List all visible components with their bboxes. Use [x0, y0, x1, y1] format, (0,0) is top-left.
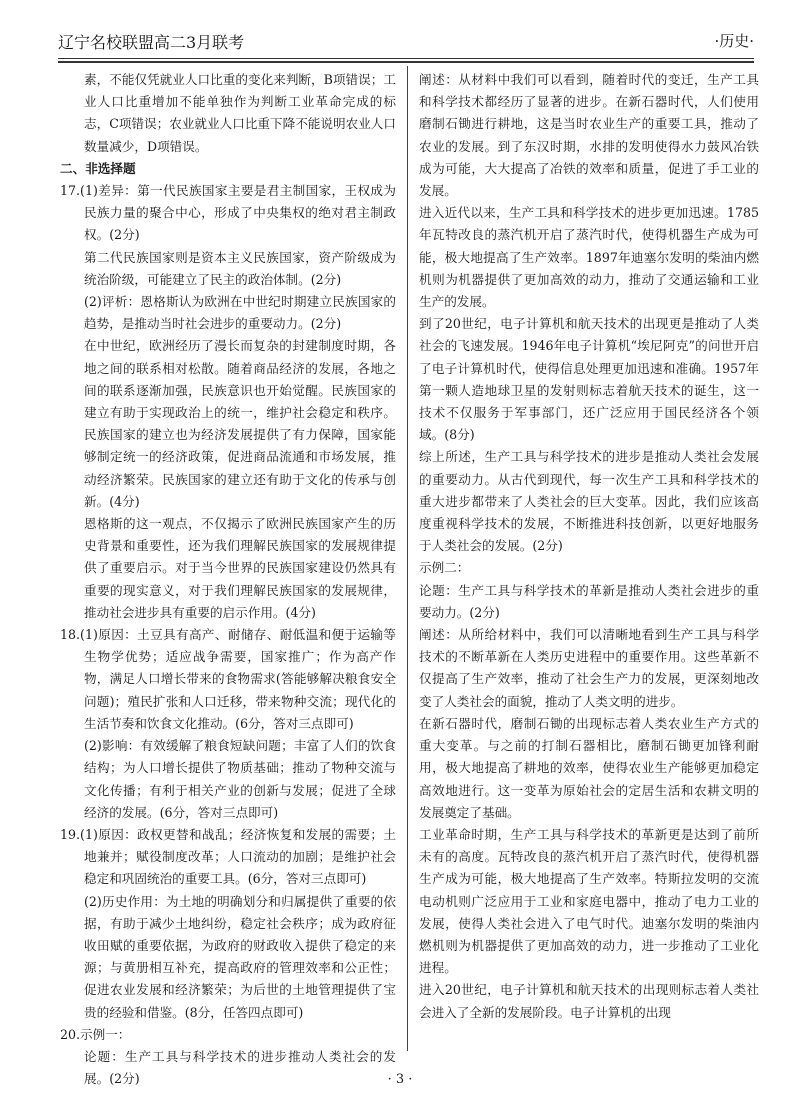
- left-column: [60, 69, 396, 1090]
- answer-paragraph: 在中世纪，欧洲经历了漫长而复杂的封建制度时期，各地之间的联系相对松散。随着商品经济的发展，各地之间的联系逐渐加强，民族意识也开始觉醒。民族国家的建立有助于实现政治上的统一，维护社会稳定和秩序。民族国家的建立也为经济发展提供了有力保障，国家能够制定统一的经济政策，促进商品流通和市场发展，推动经济繁荣。民族国家的建立还有助于文化的传承与创新。(4分): [84, 338, 396, 509]
- answer-paragraph: (2)历史作用：为土地的明确划分和归属提供了重要的依据，有助于减少土地纠纷，稳定社会秩序；成为政府征收田赋的重要依据，为政府的财政收入提供了稳定的来源；与黄册相互补充，提高政府的管理效率和公正性；促进农业发展和经济繁荣；为后世的土地管理提供了宝贵的经验和借鉴。(8分，任答四点即可): [84, 893, 396, 1020]
- answer-paragraph: 恩格斯的这一观点，不仅揭示了欧洲民族国家产生的历史背景和重要性，还为我们理解民族国家的发展规律提供了重要启示。对于当今世界的民族国家建设仍然具有重要的现实意义，对于我们理解民族国家的发展规律，推动社会进步具有重要的启示作用。(4分): [84, 516, 396, 620]
- right-column: [419, 69, 759, 1024]
- answer-paragraph: (2)评析：恩格斯认为欧洲在中世纪时期建立民族国家的趋势，是推动当时社会进步的重要动力。(2分): [84, 294, 396, 332]
- answer-paragraph: 20.示例一：: [60, 1026, 131, 1042]
- answer-paragraph: 阐述：从所给材料中，我们可以清晰地看到生产工具与科学技术的不断革新在人类历史进程中的重要作用。这些革新不仅提高了生产效率，推动了社会生产力的发展，更深刻地改变了人类社会的面貌，推动了人类文明的进步。: [419, 627, 759, 709]
- answer-paragraph: 17.(1)差异：第一代民族国家主要是君主制国家，王权成为民族力量的聚合中心，形成了中央集权的绝对君主制政权。(2分): [60, 183, 396, 243]
- subject-label: ·历史·: [714, 32, 754, 50]
- answer-paragraph: 到了20世纪，电子计算机和航天技术的出现更是推动了人类社会的飞速发展。1946年电子计算机“埃尼阿克”的问世开启了电子计算机时代，使得信息处理更加迅速和准确。1957年第一颗人造地球卫星的发射则标志着航天技术的诞生，这一技术不仅服务于军事部门，还广泛应用于国民经济各个领域。(8分): [419, 316, 759, 443]
- answer-paragraph: 示例二：: [419, 560, 470, 576]
- answer-paragraph: 综上所述，生产工具与科学技术的进步是推动人类社会发展的重要动力。从古代到现代，每一次生产工具和科学技术的重大进步都带来了人类社会的巨大变革。因此，我们应该高度重视科学技术的发展，不断推进科技创新，以更好地服务于人类社会的发展。(2分): [419, 449, 759, 554]
- answer-paragraph: 进入20世纪，电子计算机和航天技术的出现则标志着人类社会进入了全新的发展阶段。电子计算机的出现: [419, 982, 759, 1020]
- column-divider: [407, 66, 408, 1051]
- answer-paragraph: 19.(1)原因：政权更替和战乱；经济恢复和发展的需要；土地兼并；赋役制度改革；人口流动的加剧；是维护社会稳定和巩固统治的重要工具。(6分，答对三点即可): [60, 826, 396, 887]
- answer-paragraph: 18.(1)原因：土豆具有高产、耐储存、耐低温和便于运输等生物学优势；适应战争需要，国家推广；作为高产作物，满足人口增长带来的食物需求(答能够解决粮食安全问题)；殖民扩张和人口迁移，带来物种交流；现代化的生活节奏和饮食文化推动。(6分，答对三点即可): [60, 627, 396, 731]
- answer-paragraph: 在新石器时代，磨制石锄的出现标志着人类农业生产方式的重大变革。与之前的打制石器相比，磨制石锄更加锋利耐用，极大地提高了耕地的效率，使得农业生产能够更加稳定高效地进行。这一变革为原始社会的定居生活和农耕文明的发展奠定了基础。: [419, 715, 759, 820]
- answer-paragraph: 论题：生产工具与科学技术的革新是推动人类社会进步的重要动力。(2分): [419, 582, 759, 620]
- exam-title: 辽宁名校联盟高二3月联考: [58, 33, 245, 52]
- section-heading: 二、非选择题: [60, 160, 136, 176]
- answer-paragraph: (2)影响：有效缓解了粮食短缺问题；丰富了人们的饮食结构；为人口增长提供了物质基础；推动了物种交流与文化传播；有利于相关产业的创新与发展；促进了全球经济的发展。(6分，答对三点即可): [84, 738, 396, 820]
- answer-paragraph: 第二代民族国家则是资本主义民族国家，资产阶级成为统治阶级，可能建立了民主的政治体制。(2分): [84, 249, 396, 287]
- answer-paragraph: 工业革命时期，生产工具与科学技术的革新更是达到了前所未有的高度。瓦特改良的蒸汽机开启了蒸汽时代，使得机器生产成为可能，极大地提高了生产效率。特斯拉发明的交流电动机则广泛应用于工业和家庭电器中，推动了电力工业的发展，使得人类社会进入了电气时代。迪塞尔发明的柴油内燃机则为机器提供了更加高效的动力，进一步推动了工业化进程。: [419, 826, 759, 976]
- header-rule-thin: [58, 58, 754, 59]
- page-number: · 3 ·: [387, 1072, 413, 1087]
- answer-paragraph: 素，不能仅凭就业人口比重的变化来判断，B项错误；工业人口比重增加不能单独作为判断工业革命完成的标志，C项错误；农业就业人口比重下降不能说明农业人口数量减少，D项错误。: [84, 72, 396, 154]
- header-rule-thick: [58, 61, 754, 63]
- answer-paragraph: 进入近代以来，生产工具和科学技术的进步更加迅速。1785年瓦特改良的蒸汽机开启了蒸汽时代，使得机器生产成为可能，极大地提高了生产效率。1897年迪塞尔发明的柴油内燃机则为机器提供了更加高效的动力，推动了交通运输和工业生产的发展。: [419, 205, 759, 310]
- answer-paragraph: 阐述：从材料中我们可以看到，随着时代的变迁，生产工具和科学技术都经历了显著的进步。在新石器时代，人们使用磨制石锄进行耕地，这是当时农业生产的重要工具，推动了农业的发展。到了东汉时期，水排的发明使得水力鼓风冶铁成为可能，大大提高了冶铁的效率和质量，促进了手工业的发展。: [419, 72, 759, 199]
- page-header: [58, 28, 754, 56]
- answer-paragraph: 论题：生产工具与科学技术的进步推动人类社会的发展。(2分): [84, 1048, 396, 1087]
